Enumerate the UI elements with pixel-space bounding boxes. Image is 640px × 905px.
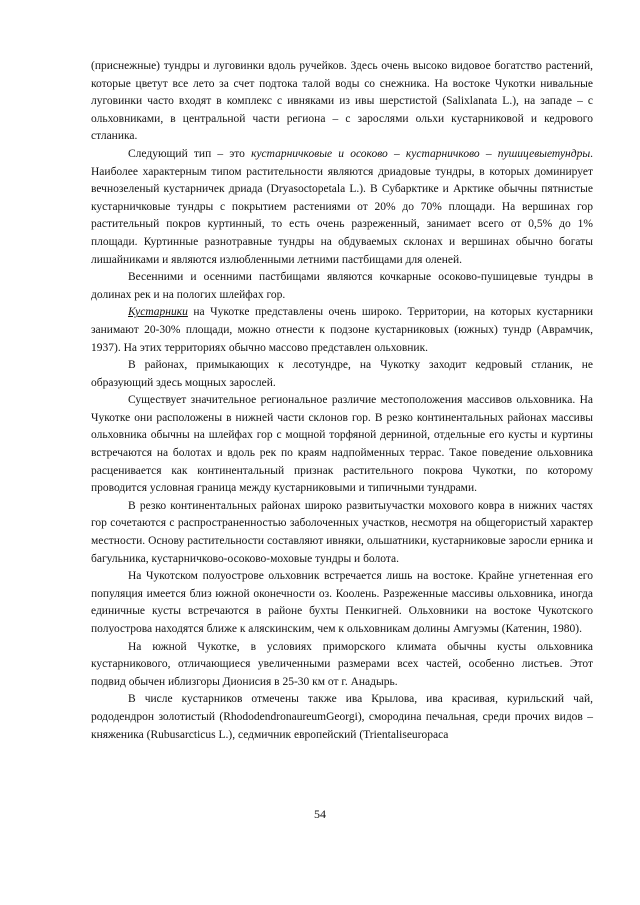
paragraph-text: На южной Чукотке, в условиях приморского климата обычны кусты ольховника кустарникового, отличающиеся увеличенными размерами всех частей, особенно листьев. Этот подвид обычен иблизгоры Дионисия в 25-30 км от г. Анадырь. <box>91 640 593 688</box>
paragraph <box>91 498 593 568</box>
paragraph-text: В районах, примыкающих к лесотундре, на Чукотку заходит кедровый стланик, не образующий здесь мощных зарослей. <box>91 359 593 389</box>
paragraph <box>91 357 593 392</box>
paragraph <box>91 304 593 357</box>
paragraph <box>91 392 593 498</box>
page-number: 54 <box>314 807 326 821</box>
paragraph <box>91 146 593 269</box>
document-page <box>91 58 593 744</box>
paragraph-text: Весенними и осенними пастбищами являются кочкарные осоково-пушицевые тундры в долинах рек и на пологих шлейфах гор. <box>91 271 593 301</box>
paragraph-text: на Чукотке представлены очень широко. Территории, на которых кустарники занимают 20-30% площади, можно отнести к подзоне кустарниковых (южных) тундр (Аврамчик, 1937). На этих территориях обычно массово представлен ольховник. <box>91 306 593 354</box>
paragraph-italic-text: кустарничковые и осоково – кустарничково – пушицевыетундры <box>251 147 591 160</box>
paragraph <box>91 269 593 304</box>
paragraph <box>91 639 593 692</box>
paragraph-text: В числе кустарников отмечены также ива Крылова, ива красивая, курильский чай, рододендрон золотистый (RhododendronaureumGeorgi), смородина печальная, среди прочих видов – княженика (Rubusarcticus L.), седмичник европейский (Trientaliseuropaca <box>91 693 593 741</box>
paragraph <box>91 568 593 638</box>
paragraph-text: На Чукотском полуострове ольховник встречается лишь на востоке. Крайне угнетенная его популяция имеется близ южной оконечности оз. Коолень. Разреженные массивы ольховника, иногда единичные кусты встречаются в районе бухты Пенкигней. Ольховники на востоке Чукотского полуострова находятся ближе к аляскинским, чем к ольховникам долины Амгуэмы (Катенин, 1980). <box>91 570 593 635</box>
paragraph-underlined-term: Кустарники <box>128 306 188 319</box>
paragraph-text: В резко континентальных районах широко развитыучастки мохового ковра в нижних частях гор сочетаются с распространенностью заболоченных участков, несмотря на общегористый характер местности. Основу растительности составляют ивняки, ольшатники, кустарниковые заросли ерника и багульника, кустарничково-осоково-моховые тундры и болота. <box>91 499 593 565</box>
paragraph-text: Следующий тип – это <box>128 147 252 160</box>
paragraph-text: . Наиболее характерным типом растительности являются дриадовые тундры, в которых доминирует вечнозеленый кустарничек дриада (Dryasoctopetala L.). В Субарктике и Арктике обычны пятнистые кустарничковые тундры с покрытием растениями от 20% до 70% площади. На вершинах гор растительный покров куртинный, то есть очень разреженный, занимает всего от 0,5% до 1% площади. Куртинные разнотравные тундры на обдуваемых склонах и вершинах обычно богаты лишайниками и являются излюбленными летними пастбищами для оленей. <box>91 147 593 266</box>
paragraph <box>91 58 593 146</box>
paragraph-text: Существует значительное региональное различие местоположения массивов ольховника. На Чукотке они расположены в нижней части склонов гор. В резко континентальных районах массивы ольховника обычны на шлейфах гор с мощной торфяной дерниной, отдельные его кусты и куртины встречаются на болотах и вдоль рек по краям надпойменных террас. Такое поведение ольховника расценивается как континентальный признак растительного покрова Чукотки, по которому проводится условная граница между кустарниковыми и типичными тундрами. <box>91 394 593 495</box>
paragraph-text: (приснежные) тундры и луговинки вдоль ручейков. Здесь очень высоко видовое богатство растений, которые цветут все лето за счет подтока талой воды со снежника. На востоке Чукотки нивальные луговинки часто входят в комплекс с ивняками из ивы шерстистой (Salixlanata L.), на западе – с ольховниками, в центральной части региона – с зарослями ольхи кустарниковой и кедрового стланика. <box>91 60 593 143</box>
paragraph <box>91 691 593 744</box>
